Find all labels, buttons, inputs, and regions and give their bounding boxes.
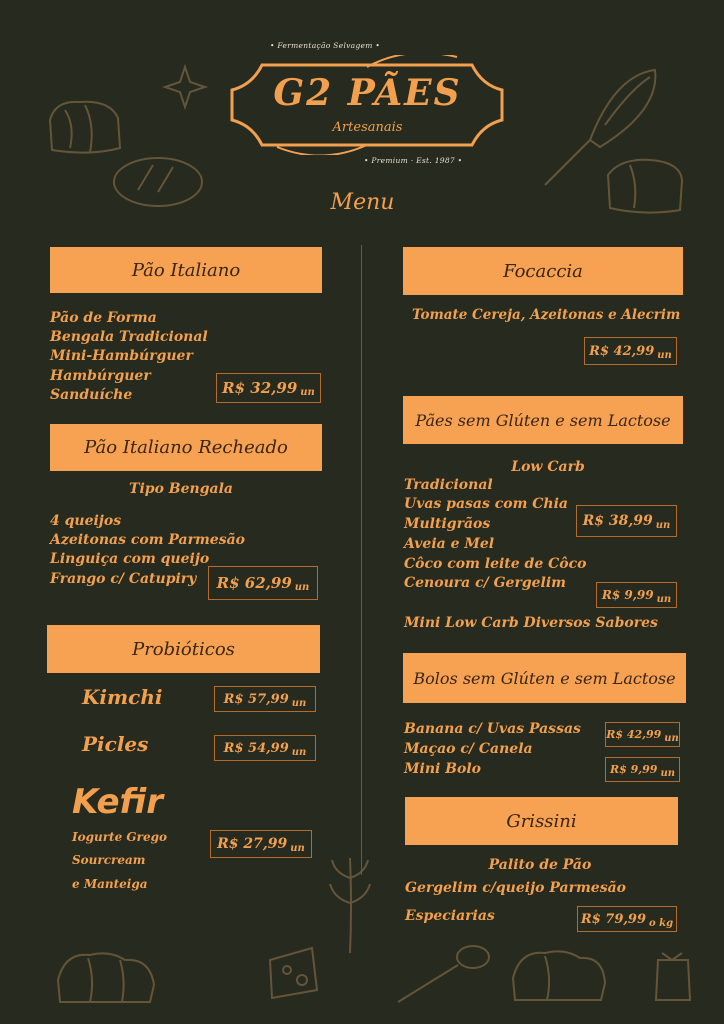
list-item: 4 queijos xyxy=(50,513,122,529)
list-item: Hambúrguer xyxy=(50,368,151,384)
list-item: Iogurte Grego xyxy=(72,830,168,844)
list-item: e Manteiga xyxy=(72,877,148,891)
section-probioticos: Probióticos xyxy=(47,625,320,673)
price-box: R$ 9,99 un xyxy=(596,582,677,608)
list-item: Multigrãos xyxy=(404,516,491,532)
section-subtitle: Low Carb xyxy=(511,459,585,475)
section-subtitle: Tipo Bengala xyxy=(129,481,233,497)
picles-label: Picles xyxy=(82,732,149,756)
list-item: Côco com leite de Côco xyxy=(404,556,587,572)
price-box: R$ 57,99 un xyxy=(214,686,316,712)
list-item: Cenoura c/ Gergelim xyxy=(404,575,566,591)
list-item: Gergelim c/queijo Parmesão xyxy=(405,880,626,896)
flour-bag-icon xyxy=(650,945,695,1005)
wheat-icon xyxy=(320,848,380,958)
section-pao-recheado: Pão Italiano Recheado xyxy=(50,424,322,471)
list-item: Linguiça com queijo xyxy=(50,551,210,567)
kefir-label: Kefir xyxy=(72,782,164,822)
menu-label: Menu xyxy=(330,190,395,215)
price-box: R$ 27,99 un xyxy=(210,830,312,858)
list-item: Palito de Pão xyxy=(488,857,592,873)
section-grissini: Grissini xyxy=(405,797,678,845)
price-box: R$ 32,99 un xyxy=(216,373,321,403)
star-anise-icon xyxy=(160,62,210,112)
bread-rolls-icon xyxy=(505,938,610,1008)
list-item: Uvas pasas com Chia xyxy=(404,496,569,512)
price-box: R$ 42,99 un xyxy=(584,337,677,365)
list-item: Aveia e Mel xyxy=(404,536,495,552)
section-bolos: Bolos sem Glúten e sem Lactose xyxy=(403,653,686,703)
list-item: Tradicional xyxy=(404,477,493,493)
brand-name: G2 PÃES xyxy=(273,72,462,114)
bread-loaf-icon xyxy=(600,150,690,220)
list-item: Frango c/ Catupiry xyxy=(50,571,197,587)
brand-subtitle: Artesanais xyxy=(332,120,403,135)
price-box: R$ 79,99 o kg xyxy=(577,906,677,932)
column-divider xyxy=(361,245,362,875)
list-item: Mini Bolo xyxy=(404,761,482,777)
round-bread-icon xyxy=(108,150,208,210)
cheese-icon xyxy=(262,940,322,1005)
price-box: R$ 62,99 un xyxy=(208,566,318,600)
spoon-icon xyxy=(388,940,498,1010)
price-box: R$ 54,99 un xyxy=(214,735,316,761)
list-item: Mini Low Carb Diversos Sabores xyxy=(404,615,658,631)
price-box: R$ 9,99 un xyxy=(605,757,680,782)
list-item: Maçao c/ Canela xyxy=(404,741,533,757)
tagline-top: • Fermentação Selvagem • xyxy=(270,41,381,50)
list-item: Sanduíche xyxy=(50,387,133,403)
price-box: R$ 42,99 un xyxy=(605,722,680,747)
list-item: Banana c/ Uvas Passas xyxy=(404,721,581,737)
tagline-bottom: • Premium · Est. 1987 • xyxy=(364,156,463,165)
list-item: Sourcream xyxy=(72,853,146,867)
bread-rolls-icon xyxy=(50,940,160,1010)
section-pao-italiano: Pão Italiano xyxy=(50,247,322,293)
list-item: Azeitonas com Parmesão xyxy=(50,532,246,548)
price-box: R$ 38,99 un xyxy=(576,505,677,537)
list-item: Especiarias xyxy=(405,908,495,924)
section-focaccia: Focaccia xyxy=(403,247,683,295)
section-sem-gluten: Pães sem Glúten e sem Lactose xyxy=(403,396,683,444)
list-item: Mini-Hambúrguer xyxy=(50,348,193,364)
kimchi-label: Kimchi xyxy=(82,685,163,709)
list-item: Pão de Forma xyxy=(50,310,157,326)
focaccia-desc: Tomate Cereja, Azeitonas e Alecrim xyxy=(412,307,681,323)
list-item: Bengala Tradicional xyxy=(50,329,208,345)
